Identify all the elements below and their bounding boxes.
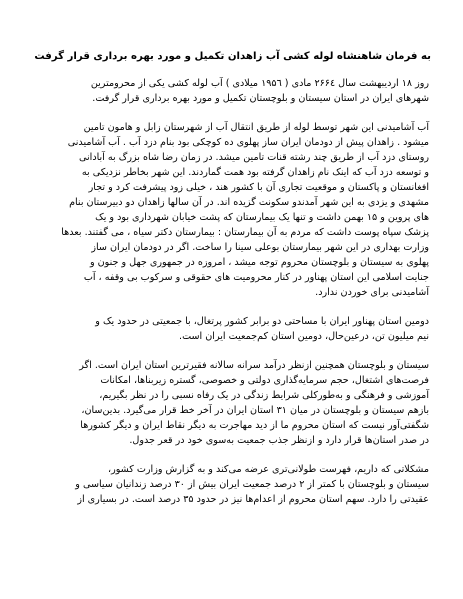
- text-line: فرصت‌های اشتغال، حجم سرمایه‌گذاری دولتی و خصوصی، گستره زیربناها، امکانات: [100, 375, 429, 386]
- text-line: پزشک سپاه پوست داشت که مردم به آن بیمارستان : بیمارستان دکتر سیاه ، می گفتند. بعدها: [61, 227, 429, 238]
- article-title: به فرمان شاهنشاه لوله کشی آب زاهدان تکمیل و مورد بهره برداری قرار گرفت: [34, 51, 431, 62]
- text-line: آب آشامیدنی این شهر توسط لوله از طریق انتقال آب از شهرستان زابل و هامون تامین: [83, 122, 429, 133]
- text-line: عقیدتی را دارد. سهم استان محروم از اعدام‌ها نیز در حدود ۳۵ درصد است. در بسیاری از: [77, 494, 429, 505]
- text-line: شهرهای ایران در استان سیستان و بلوچستان تکمیل و مورد بهره برداری قرار گرفت.: [92, 93, 429, 104]
- text-line: دومین استان پهناور ایران با مساحتی دو برابر کشور پرتغال، با جمعیتی در حدود یک و: [95, 316, 429, 327]
- text-line: شگفتی‌آور نیست که استان محروم ما از دید مهاجرت به دیگر نقاط ایران و دیگر کشورها: [80, 420, 429, 431]
- text-line: سیستان و بلوچستان با کمتر از ۲ درصد جمعیت ایران بیش از ۳۰ درصد زندانیان سیاسی و: [75, 479, 429, 490]
- text-line: روز ۱۸ اردیبهشت سال ۲۶۶٤ مادی ( ۱۹۵٦ میلادی ) آب لوله کشی یکی از محرومترین: [90, 78, 429, 89]
- text-line: آشامیدنی برای خوردن ندارد.: [315, 287, 429, 298]
- paragraph-2: [32, 120, 431, 300]
- paragraph-5: [32, 462, 431, 507]
- text-line: مشهدی و یزدی به این شهر آمدندو سکونت گزیده اند. در آن سالها زاهدان دو دبیرستان بنام: [69, 197, 429, 208]
- text-line: میشود . زاهدان پیش از دودمان ایران ساز پهلوی ده کوچکی بود بنام دزد آب . آب آشامیدنی: [67, 137, 429, 148]
- text-line: روستای دزد آب از طریق چند رشته قنات تامین میشد. در زمان رضا شاه بزرگ به آبادانی: [78, 152, 429, 163]
- text-line: نیم میلیون تن، درعین‌حال، دومین استان کم‌جمعیت ایران است.: [179, 331, 429, 342]
- text-line: پهلوی به سیستان و بلوچستان محروم توجه میشد ، امروزه در جمهوری جهل و جنون و: [89, 257, 429, 268]
- text-line: در صدر استان‌ها قرار دارد و ازنظر جذب جمعیت به‌سوی خود در قعر جدول.: [129, 435, 429, 446]
- paragraph-4: [32, 358, 431, 448]
- text-line: جنایت اسلامی این استان پهناور در کنار محرومیت های حقوقی و سرکوب بی وقفه ، آب: [83, 272, 429, 283]
- paragraph-1: [32, 76, 431, 106]
- text-line: بازهم سیستان و بلوچستان در میان ۳۱ استان ایران در آخر خط قرار می‌گیرد. بدین‌سان،: [81, 405, 429, 416]
- text-line: سیستان و بلوچستان همچنین ازنظر درآمد سرانه سالانه فقیرترین استان ایران است. اگر: [79, 360, 429, 371]
- text-line: افغانستان و پاکستان و موقعیت تجاری آن با کشور هند ، خیلی زود پیشرفت کرد و تجار: [88, 182, 429, 193]
- text-line: و توسعه دزد آب که اینک نام زاهدان گرفته بود همت گماردند. این شهر بخاطر نزدیکی به: [81, 167, 429, 178]
- paragraph-3: [32, 314, 431, 344]
- text-line: وزارت بهداری در این شهر بیمارستان بوعلی سینا را ساخت. اگر در دودمان ایران ساز: [91, 242, 429, 253]
- text-line: مشکلاتی که داریم، فهرست طولانی‌تری عرضه می‌کند و به گزارش وزارت کشور،: [108, 464, 429, 475]
- text-line: های پروین و ۱۵ بهمن داشت و تنها یک بیمارستان که پشت خیابان شهرداری بود و یک: [95, 212, 429, 223]
- text-line: آموزشی و فرهنگی و به‌طورکلی شرایط زندگی در یک رفاه نسبی را در نظر بگیریم،: [99, 390, 429, 401]
